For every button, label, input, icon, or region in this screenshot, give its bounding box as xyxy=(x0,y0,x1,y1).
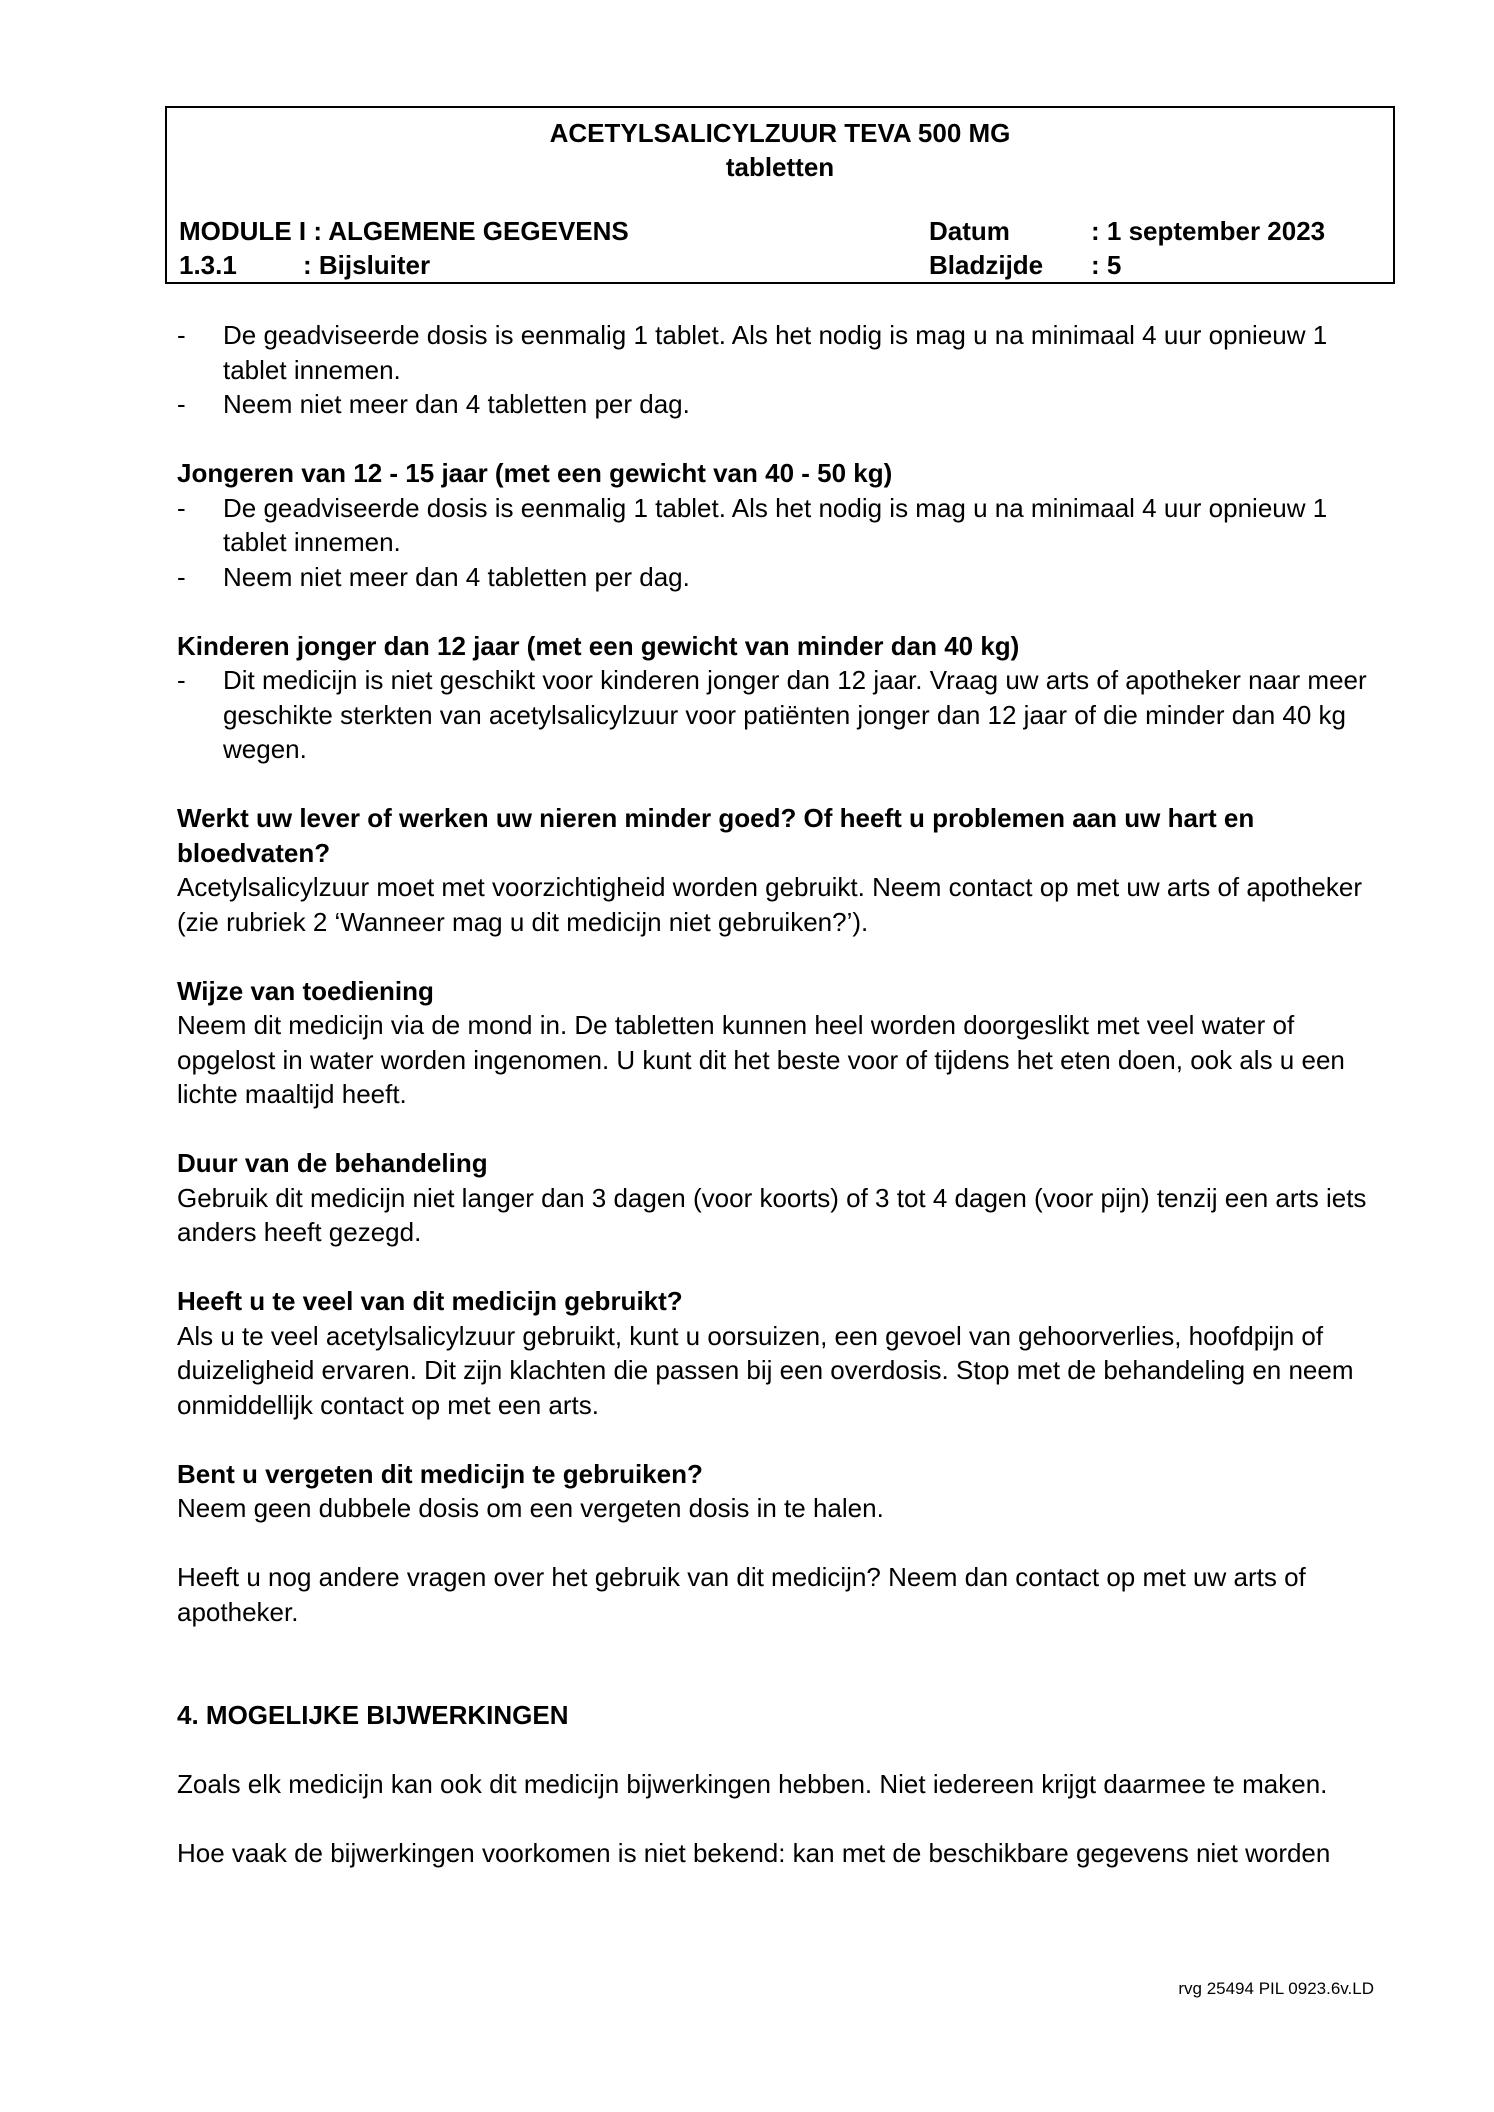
date-label: Datum xyxy=(929,216,1010,246)
document-header xyxy=(165,106,1395,284)
section-name: : Bijsluiter xyxy=(303,250,431,280)
liver-text: Acetylsalicylzuur moet met voorzichtigheid worden gebruikt. Neem contact op met uw arts of apotheker (zie rubriek 2 ‘Wanneer mag u dit medicijn niet gebruiken?’). xyxy=(177,872,1362,937)
children-dosage-section xyxy=(177,629,1367,767)
administration-section xyxy=(177,974,1367,1112)
overdose-text: Als u te veel acetylsalicylzuur gebruikt, kunt u oorsuizen, een gevoel van gehoorverlies, hoofdpijn of duizeligheid ervaren. Dit zijn klachten die passen bij een overdosis. Stop met de behandeling en neem onmiddellijk contact op met een arts. xyxy=(177,1320,1354,1420)
side-effects-frequency xyxy=(177,1836,1367,1871)
product-form: tabletten xyxy=(725,152,835,182)
section-code: 1.3.1 xyxy=(179,250,237,280)
questions-text: Heeft u nog andere vragen over het gebruik van dit medicijn? Neem dan contact op met uw arts of apotheker. xyxy=(177,1562,1306,1627)
list-item: - Neem niet meer dan 4 tabletten per dag. xyxy=(177,387,1367,422)
side-effects-heading-block xyxy=(177,1698,1367,1733)
children-dosage-list xyxy=(177,663,1367,767)
page-value: : 5 xyxy=(1091,250,1122,280)
duration-heading: Duur van de behandeling xyxy=(177,1148,488,1178)
footer-code: rvg 25494 PIL 0923.6v.LD xyxy=(1178,1979,1374,1998)
list-item: - Neem niet meer dan 4 tabletten per dag. xyxy=(177,560,1367,595)
list-item: - De geadviseerde dosis is eenmalig 1 tablet. Als het nodig is mag u na minimaal 4 uur opnieuw 1 tablet innemen. xyxy=(177,318,1367,387)
administration-heading: Wijze van toediening xyxy=(177,975,434,1006)
page-label: Bladzijde xyxy=(929,250,1044,280)
youth-dosage-section xyxy=(177,456,1367,594)
questions-section xyxy=(177,1560,1367,1629)
forgotten-text: Neem geen dubbele dosis om een vergeten dosis in te halen. xyxy=(177,1493,884,1523)
header-title-block xyxy=(167,116,1393,184)
children-heading: Kinderen jonger dan 12 jaar (met een gewicht van minder dan 40 kg) xyxy=(177,630,1020,661)
date-value: : 1 september 2023 xyxy=(1091,216,1326,246)
list-item: - Dit medicijn is niet geschikt voor kinderen jonger dan 12 jaar. Vraag uw arts of apotheker naar meer geschikte sterkten van acetylsalicylzuur voor patiënten jonger dan 12 jaar of die minder dan 40 kg wegen. xyxy=(177,663,1367,767)
list-item: - De geadviseerde dosis is eenmalig 1 tablet. Als het nodig is mag u na minimaal 4 uur opnieuw 1 tablet innemen. xyxy=(177,491,1367,560)
youth-dosage-list xyxy=(177,491,1367,595)
liver-kidney-section xyxy=(177,801,1367,939)
overdose-section xyxy=(177,1284,1367,1422)
document-body xyxy=(177,318,1367,1871)
forgotten-dose-section xyxy=(177,1457,1367,1526)
side-effects-heading: 4. MOGELIJKE BIJWERKINGEN xyxy=(177,1700,569,1730)
duration-text: Gebruik dit medicijn niet langer dan 3 dagen (voor koorts) of 3 tot 4 dagen (voor pijn) tenzij een arts iets anders heeft gezegd. xyxy=(177,1182,1367,1247)
youth-heading: Jongeren van 12 - 15 jaar (met een gewicht van 40 - 50 kg) xyxy=(177,458,893,488)
side-effects-text-1: Zoals elk medicijn kan ook dit medicijn bijwerkingen hebben. Niet iedereen krijgt daarmee te maken. xyxy=(177,1769,1328,1799)
overdose-heading: Heeft u te veel van dit medicijn gebruikt? xyxy=(177,1286,683,1316)
module-label: MODULE I : ALGEMENE GEGEVENS xyxy=(179,216,629,246)
side-effects-intro xyxy=(177,1767,1367,1802)
adult-dosage-list xyxy=(177,318,1367,422)
administration-text: Neem dit medicijn via de mond in. De tabletten kunnen heel worden doorgeslikt met veel water of opgelost in water worden ingenomen. U kunt dit het beste voor of tijdens het eten doen, ook als u een lichte maaltijd heeft. xyxy=(177,1010,1345,1109)
forgotten-heading: Bent u vergeten dit medicijn te gebruiken? xyxy=(177,1458,703,1489)
liver-heading: Werkt uw lever of werken uw nieren minder goed? Of heeft u problemen aan uw hart en bloedvaten? xyxy=(177,803,1255,868)
product-title: ACETYLSALICYLZUUR TEVA 500 MG xyxy=(549,118,1011,148)
side-effects-text-2: Hoe vaak de bijwerkingen voorkomen is niet bekend: kan met de beschikbare gegevens niet worden xyxy=(177,1838,1331,1868)
duration-section xyxy=(177,1146,1367,1250)
adult-dosage-section xyxy=(177,318,1367,422)
